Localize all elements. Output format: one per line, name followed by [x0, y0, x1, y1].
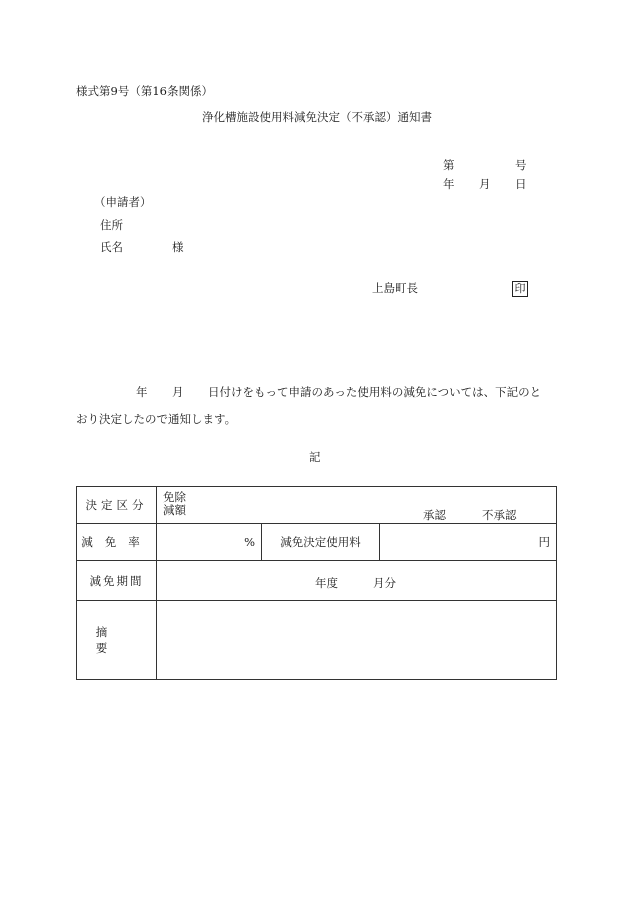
- address-label: 住所: [100, 218, 123, 232]
- percent-unit: %: [244, 535, 255, 549]
- disapprove-option: 不承認: [482, 508, 517, 522]
- reduction-rate-label-text: 減免率: [81, 535, 152, 549]
- body-month: 月: [172, 385, 184, 399]
- decision-type-cell: [157, 487, 557, 524]
- name-label: 氏名: [100, 240, 123, 254]
- option-exemption: 免除: [163, 490, 186, 504]
- decision-table: [76, 486, 557, 680]
- document-title: 浄化槽施設使用料減免決定（不承認）通知書: [202, 110, 432, 124]
- fiscal-year-unit: 年度: [315, 576, 338, 590]
- reduced-fee-value: [380, 524, 557, 561]
- remarks-label: [77, 601, 157, 680]
- body-year: 年: [136, 385, 148, 399]
- reduction-rate-value: [157, 524, 262, 561]
- row-reduction-period: [77, 561, 557, 601]
- issuer-name: 上島町長: [372, 281, 418, 295]
- yen-unit: 円: [538, 535, 551, 549]
- reduction-period-cell: [157, 561, 557, 601]
- date-day: 日: [515, 177, 527, 191]
- ki-heading: 記: [309, 450, 321, 464]
- decision-type-label: [77, 487, 157, 524]
- row-reduction-rate: [77, 524, 557, 561]
- month-part-unit: 月分: [373, 576, 396, 590]
- row-decision-type: [77, 487, 557, 524]
- option-reduction: 減額: [163, 503, 186, 518]
- applicant-label: （申請者）: [94, 195, 152, 209]
- reduced-fee-label-text: 減免決定使用料: [280, 535, 361, 549]
- honorific: 様: [172, 240, 184, 254]
- date-year: 年: [443, 177, 455, 191]
- decision-type-label-text: 決定区分: [85, 498, 148, 512]
- form-number: 様式第9号（第16条関係）: [76, 84, 213, 98]
- approve-option: 承認: [423, 508, 446, 522]
- reduction-period-label: [77, 561, 157, 601]
- ref-go: 号: [515, 158, 527, 172]
- row-remarks: [77, 601, 557, 680]
- seal-stamp: 印: [512, 281, 528, 297]
- body-line2: おり決定したので通知します。: [76, 412, 237, 426]
- reduced-fee-label: [262, 524, 380, 561]
- remarks-cell: [157, 601, 557, 680]
- body-line1: 日付けをもって申請のあった使用料の減免については、下記のと: [208, 385, 542, 399]
- ref-dai: 第: [443, 158, 455, 172]
- remarks-label-text: 摘要: [95, 625, 138, 655]
- reduction-period-label-text: 減免期間: [89, 573, 144, 588]
- date-month: 月: [479, 177, 491, 191]
- reduction-rate-label: [77, 524, 157, 561]
